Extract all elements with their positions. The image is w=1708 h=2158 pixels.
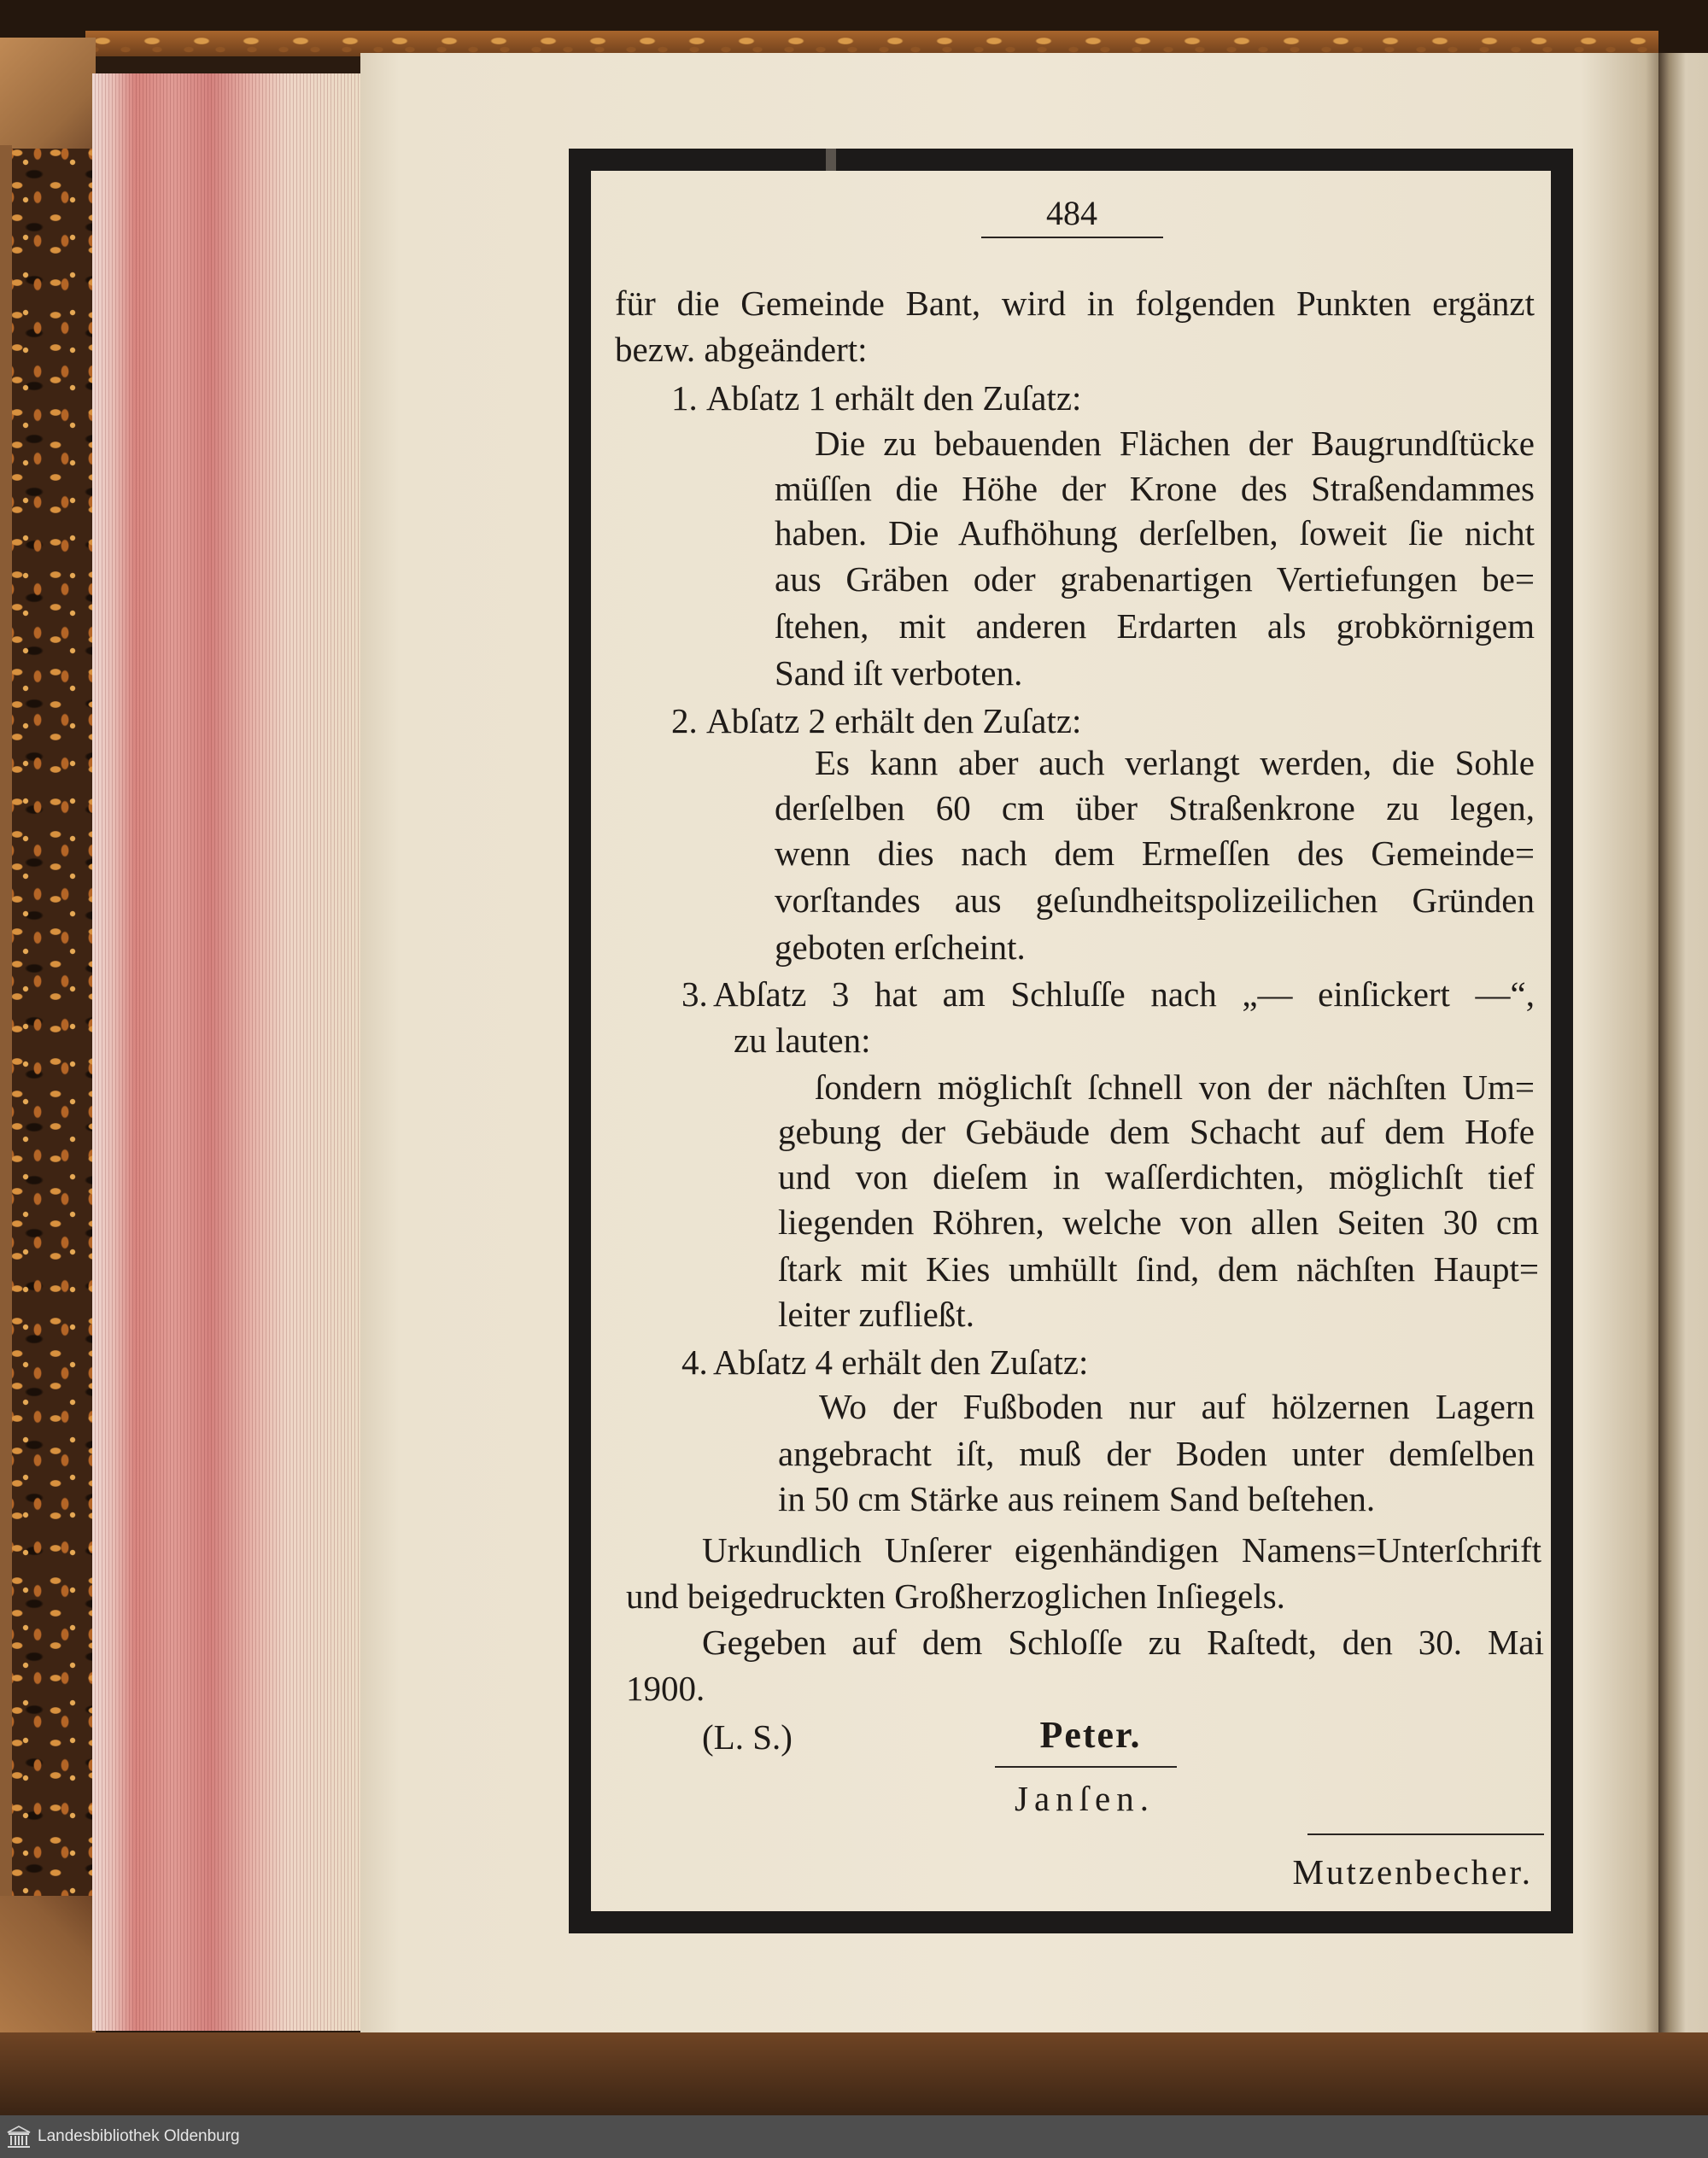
amendment-text-line: ſtehen, mit anderen Erdarten als grobkörnigem <box>775 606 1535 646</box>
amendment-text-line: Es kann aber auch verlangt werden, die Sohle <box>815 743 1535 782</box>
next-page-edge <box>1658 53 1708 2032</box>
leather-corner-top <box>0 38 96 149</box>
book-cover-marbled <box>0 43 96 2034</box>
signature-minister: Janſen. <box>1015 1779 1155 1818</box>
intro-line: für die Gemeinde Bant, wird in folgenden Punkten ergänzt <box>615 284 1535 323</box>
amendment-text-line: vorſtandes aus geſundheitspolizeilichen Gründen <box>775 880 1535 920</box>
amendment-text-line: haben. Die Aufhöhung derſelben, ſoweit ſie nicht <box>775 513 1535 553</box>
closing-line: Urkundlich Unſerer eigenhändigen Namens=Unterſchrift <box>702 1530 1541 1570</box>
amendment-text-line: Wo der Fußboden nur auf hölzernen Lagern <box>819 1387 1535 1426</box>
signature-sovereign: Peter. <box>1039 1714 1142 1756</box>
page-stack-edges <box>92 73 362 2031</box>
amendment-heading: Abſatz 2 erhält den Zuſatz: <box>706 701 1082 740</box>
amendment-number: 2. <box>671 701 698 740</box>
amendment-text-line: derſelben 60 cm über Straßenkrone zu legen, <box>775 788 1535 828</box>
library-building-icon <box>6 2124 32 2149</box>
closing-line: Gegeben auf dem Schloſſe zu Raſtedt, den 30. Mai <box>702 1623 1544 1662</box>
signature-rule <box>1307 1833 1544 1835</box>
amendment-heading: Abſatz 4 erhält den Zuſatz: <box>713 1342 1089 1382</box>
book-bottom-edge <box>0 2032 1708 2115</box>
amendment-text-line: Sand iſt verboten. <box>775 653 1023 693</box>
page-number: 484 <box>1046 194 1097 232</box>
seal-mark: (L. S.) <box>702 1717 793 1757</box>
amendment-text-line: und von dieſem in waſſerdichten, möglichſt tief <box>778 1157 1535 1196</box>
amendment-text-line: wenn dies nach dem Ermeſſen des Gemeinde= <box>775 833 1535 873</box>
amendment-text-line: aus Gräben oder grabenartigen Vertiefungen be= <box>775 559 1535 599</box>
amendment-number: 4. <box>681 1342 708 1382</box>
amendment-text-line: geboten erſcheint. <box>775 927 1026 967</box>
amendment-text-line: ſondern möglichſt ſchnell von der nächſten Um= <box>815 1067 1535 1107</box>
amendment-text-line: ſtark mit Kies umhüllt ſind, dem nächſten Haupt= <box>778 1249 1539 1289</box>
amendment-text-line: leiter zufließt. <box>778 1295 974 1334</box>
amendment-heading: zu lauten: <box>734 1021 871 1060</box>
amendment-heading: Abſatz 1 erhält den Zuſatz: <box>706 378 1082 418</box>
signature-minister: Mutzenbecher. <box>1292 1852 1533 1892</box>
amendment-text-line: in 50 cm Stärke aus reinem Sand beſtehen. <box>778 1479 1376 1518</box>
signature-rule <box>995 1766 1177 1768</box>
amendment-text-line: angebracht iſt, muß der Boden unter demſelben <box>778 1434 1535 1473</box>
closing-line: und beigedruckten Großherzoglichen Inſiegels. <box>626 1576 1285 1616</box>
library-name: Landesbibliothek Oldenburg <box>38 2127 240 2145</box>
closing-line: 1900. <box>626 1669 705 1708</box>
leather-corner-bottom <box>0 1896 96 2034</box>
amendment-number: 1. <box>671 378 698 418</box>
intro-line: bezw. abgeändert: <box>615 330 868 369</box>
page-number-rule <box>981 237 1163 238</box>
leather-spine <box>0 145 12 1896</box>
frame-border-gap <box>826 149 836 171</box>
amendment-text-line: Die zu bebauenden Flächen der Baugrundſtücke <box>815 424 1535 463</box>
amendment-heading: Abſatz 3 hat am Schluſſe nach „— einſickert —“, <box>713 974 1535 1014</box>
footer-bar <box>0 2115 1708 2158</box>
amendment-text-line: müſſen die Höhe der Krone des Straßendammes <box>775 469 1535 508</box>
amendment-text-line: gebung der Gebäude dem Schacht auf dem Hofe <box>778 1112 1535 1151</box>
amendment-number: 3. <box>681 974 708 1014</box>
amendment-text-line: liegenden Röhren, welche von allen Seiten 30 cm <box>778 1202 1539 1242</box>
